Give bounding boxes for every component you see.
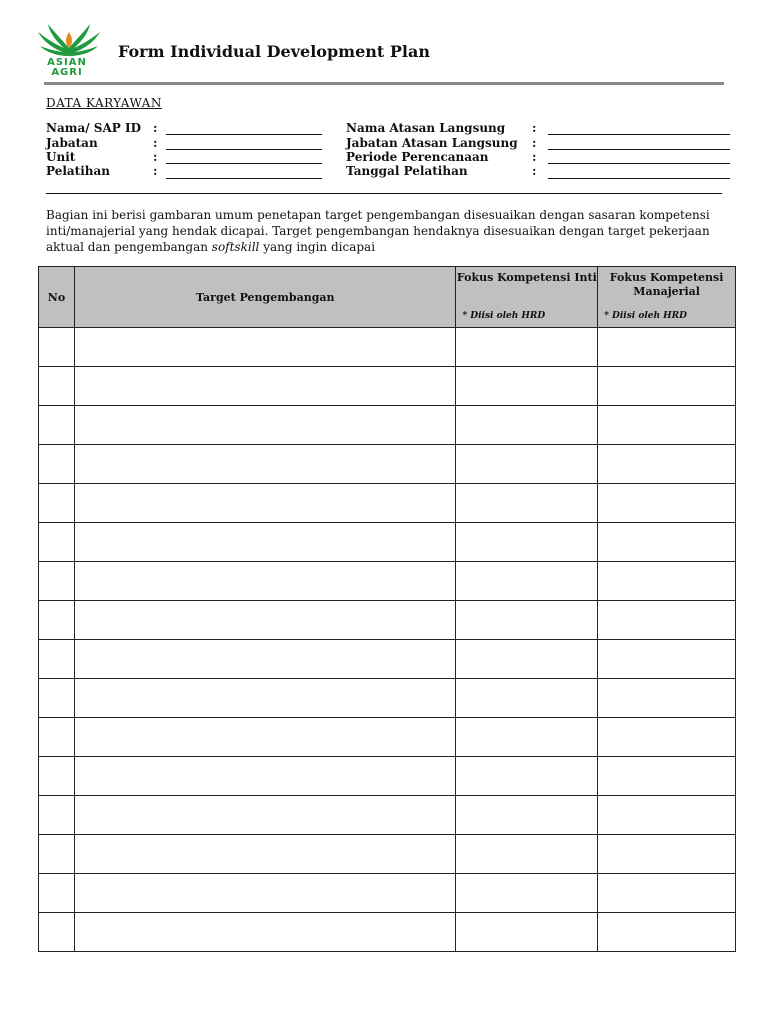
- tanggal-field[interactable]: [548, 178, 730, 179]
- cell-target[interactable]: [74, 874, 456, 913]
- cell-inti[interactable]: [456, 679, 598, 718]
- cell-inti[interactable]: [456, 835, 598, 874]
- cell-target[interactable]: [74, 679, 456, 718]
- field-colon: :: [532, 164, 537, 178]
- cell-inti[interactable]: [456, 718, 598, 757]
- table-row: [39, 562, 736, 601]
- col-header-manajerial-note: * Diisi oleh HRD: [604, 311, 687, 321]
- cell-no[interactable]: [39, 562, 75, 601]
- nama-sap-id-field[interactable]: [166, 134, 322, 135]
- logo-text-line1: ASIAN: [47, 57, 87, 68]
- cell-manajerial[interactable]: [598, 718, 736, 757]
- table-row: [39, 679, 736, 718]
- cell-target[interactable]: [74, 601, 456, 640]
- cell-manajerial[interactable]: [598, 406, 736, 445]
- cell-inti[interactable]: [456, 484, 598, 523]
- field-colon: :: [153, 164, 158, 178]
- cell-no[interactable]: [39, 445, 75, 484]
- cell-inti[interactable]: [456, 406, 598, 445]
- table-row: [39, 640, 736, 679]
- cell-no[interactable]: [39, 484, 75, 523]
- table-row: [39, 406, 736, 445]
- cell-manajerial[interactable]: [598, 757, 736, 796]
- cell-inti[interactable]: [456, 328, 598, 367]
- cell-inti[interactable]: [456, 757, 598, 796]
- cell-no[interactable]: [39, 406, 75, 445]
- cell-manajerial[interactable]: [598, 484, 736, 523]
- cell-no[interactable]: [39, 796, 75, 835]
- section-divider: [46, 193, 722, 194]
- jabatan-field[interactable]: [166, 149, 322, 150]
- cell-inti[interactable]: [456, 445, 598, 484]
- section-title: DATA KARYAWAN: [46, 96, 162, 110]
- cell-no[interactable]: [39, 718, 75, 757]
- cell-target[interactable]: [74, 835, 456, 874]
- cell-manajerial[interactable]: [598, 913, 736, 952]
- col-header-manajerial-label: Fokus Kompetensi Manajerial: [609, 271, 724, 298]
- cell-no[interactable]: [39, 679, 75, 718]
- cell-manajerial[interactable]: [598, 562, 736, 601]
- field-colon: :: [532, 150, 537, 164]
- cell-no[interactable]: [39, 328, 75, 367]
- cell-target[interactable]: [74, 328, 456, 367]
- field-colon: :: [153, 150, 158, 164]
- field-label-jabatan: Jabatan: [46, 136, 98, 150]
- col-header-target: Target Pengembangan: [74, 267, 456, 328]
- cell-no[interactable]: [39, 367, 75, 406]
- cell-inti[interactable]: [456, 796, 598, 835]
- field-label-unit: Unit: [46, 150, 76, 164]
- cell-inti[interactable]: [456, 367, 598, 406]
- cell-inti[interactable]: [456, 913, 598, 952]
- cell-target[interactable]: [74, 757, 456, 796]
- periode-field[interactable]: [548, 163, 730, 164]
- field-label-periode: Periode Perencanaan: [346, 150, 489, 164]
- unit-field[interactable]: [166, 163, 322, 164]
- col-header-inti-note: * Diisi oleh HRD: [462, 311, 546, 321]
- table-row: [39, 913, 736, 952]
- cell-target[interactable]: [74, 913, 456, 952]
- description-italic: softskill: [211, 240, 260, 254]
- field-colon: :: [532, 121, 537, 135]
- page-title: Form Individual Development Plan: [118, 42, 430, 61]
- table-row: [39, 601, 736, 640]
- col-header-inti-label: Fokus Kompetensi Inti: [456, 271, 597, 284]
- cell-manajerial[interactable]: [598, 523, 736, 562]
- description-line: inti/manajerial yang hendak dicapai. Target pengembangan hendaknya disesuaikan dengan target pekerjaan: [46, 224, 710, 238]
- cell-target[interactable]: [74, 796, 456, 835]
- cell-target[interactable]: [74, 562, 456, 601]
- cell-manajerial[interactable]: [598, 640, 736, 679]
- field-label-pelatihan: Pelatihan: [46, 164, 110, 178]
- cell-target[interactable]: [74, 367, 456, 406]
- table-row: [39, 796, 736, 835]
- table-row: [39, 835, 736, 874]
- cell-target[interactable]: [74, 406, 456, 445]
- cell-manajerial[interactable]: [598, 601, 736, 640]
- description-text: aktual dan pengembangan: [46, 240, 212, 254]
- cell-target[interactable]: [74, 718, 456, 757]
- cell-no[interactable]: [39, 640, 75, 679]
- cell-target[interactable]: [74, 445, 456, 484]
- cell-manajerial[interactable]: [598, 874, 736, 913]
- cell-no[interactable]: [39, 913, 75, 952]
- cell-manajerial[interactable]: [598, 328, 736, 367]
- cell-manajerial[interactable]: [598, 796, 736, 835]
- jabatan-atasan-field[interactable]: [548, 149, 730, 150]
- cell-no[interactable]: [39, 601, 75, 640]
- table-row: [39, 484, 736, 523]
- table-row: [39, 757, 736, 796]
- table-header-row: [39, 267, 736, 328]
- field-colon: :: [153, 136, 158, 150]
- table-row: [39, 367, 736, 406]
- cell-no[interactable]: [39, 835, 75, 874]
- table-row: [39, 523, 736, 562]
- cell-manajerial[interactable]: [598, 445, 736, 484]
- cell-target[interactable]: [74, 523, 456, 562]
- field-label-tanggal: Tanggal Pelatihan: [346, 164, 468, 178]
- nama-atasan-field[interactable]: [548, 134, 730, 135]
- development-table: [38, 266, 736, 952]
- description-paragraph: [46, 207, 726, 255]
- cell-no[interactable]: [39, 757, 75, 796]
- cell-inti[interactable]: [456, 874, 598, 913]
- cell-no[interactable]: [39, 523, 75, 562]
- cell-manajerial[interactable]: [598, 367, 736, 406]
- cell-inti[interactable]: [456, 562, 598, 601]
- cell-target[interactable]: [74, 640, 456, 679]
- cell-manajerial[interactable]: [598, 835, 736, 874]
- cell-no[interactable]: [39, 874, 75, 913]
- header-divider: [44, 82, 724, 85]
- field-label-nama-sap-id: Nama/ SAP ID: [46, 121, 141, 135]
- cell-inti[interactable]: [456, 523, 598, 562]
- cell-inti[interactable]: [456, 640, 598, 679]
- description-line: [46, 239, 726, 255]
- table-row: [39, 328, 736, 367]
- table-row: [39, 718, 736, 757]
- field-label-nama-atasan: Nama Atasan Langsung: [346, 121, 506, 135]
- col-header-inti: [456, 267, 598, 328]
- cell-manajerial[interactable]: [598, 679, 736, 718]
- pelatihan-field[interactable]: [166, 178, 322, 179]
- cell-target[interactable]: [74, 484, 456, 523]
- col-header-manajerial: [598, 267, 736, 328]
- logo-text-line2: AGRI: [51, 67, 83, 78]
- table-row: [39, 874, 736, 913]
- field-colon: :: [532, 136, 537, 150]
- field-label-jabatan-atasan: Jabatan Atasan Langsung: [346, 136, 518, 150]
- cell-inti[interactable]: [456, 601, 598, 640]
- description-text: yang ingin dicapai: [259, 240, 376, 254]
- col-header-no: No: [39, 267, 75, 328]
- table-row: [39, 445, 736, 484]
- logo-text: [34, 58, 100, 78]
- field-colon: :: [153, 121, 158, 135]
- description-line: Bagian ini berisi gambaran umum penetapan target pengembangan disesuaikan dengan sasaran kompetensi: [46, 208, 710, 222]
